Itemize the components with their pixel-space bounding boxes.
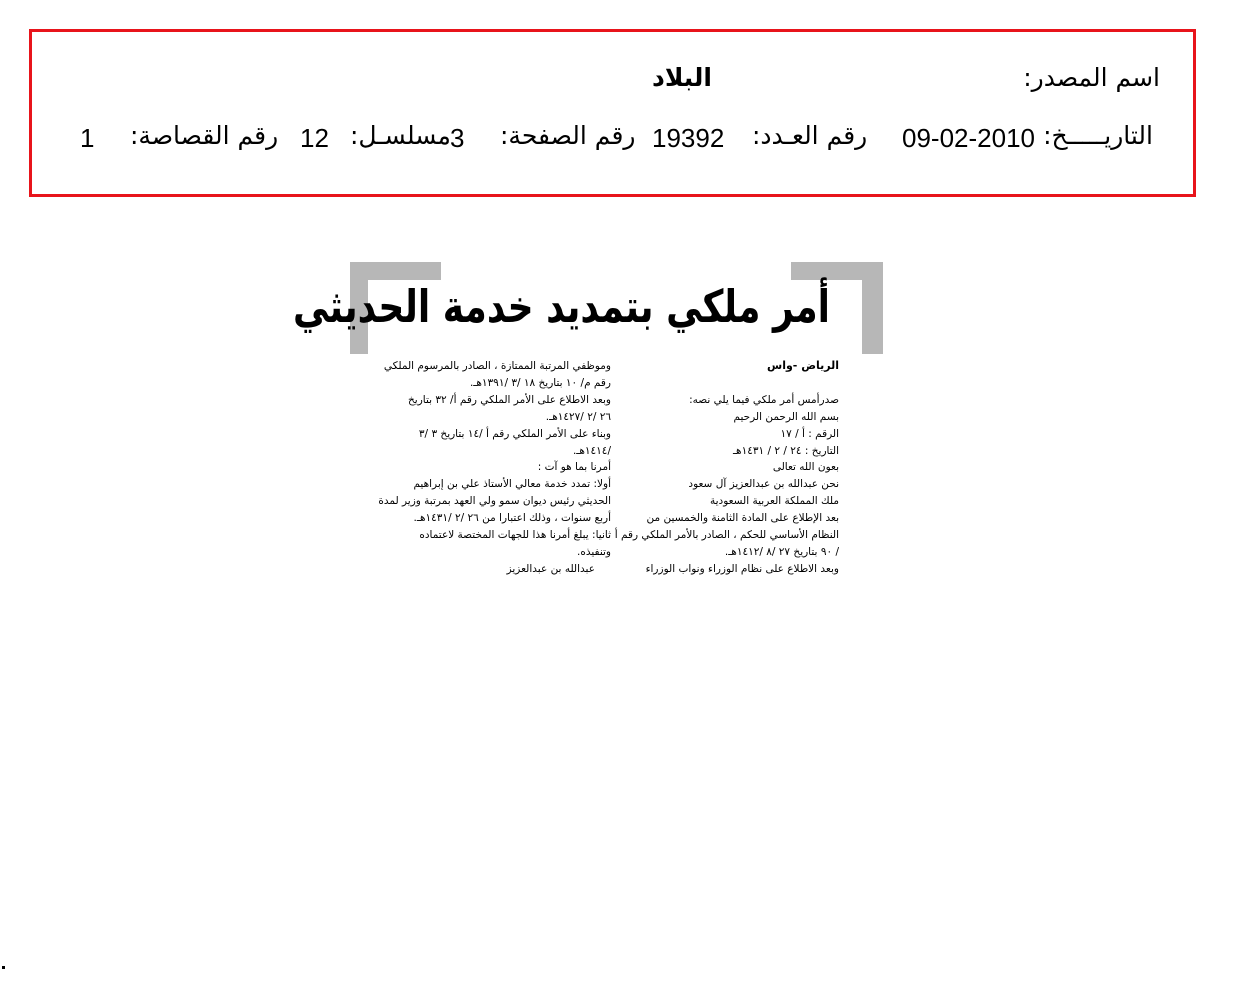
issue-label: رقم العـدد: <box>752 121 868 150</box>
article-right-column <box>615 358 839 578</box>
page-label: رقم الصفحة: <box>500 121 636 150</box>
serial-label: مسلسـل: <box>350 121 451 150</box>
text-line: بعون الله تعالى <box>772 461 839 474</box>
text-line: /١٤١٤هـ. <box>572 444 611 457</box>
clipping-value: 1 <box>80 123 95 153</box>
text-line: بسم الله الرحمن الرحيم <box>733 410 839 423</box>
text-line: وموظفي المرتبة الممتازة ، الصادر بالمرسوم الملكي <box>383 360 611 372</box>
clipping-metadata-box <box>29 29 1196 197</box>
text-line: الحديثي رئيس ديوان سمو ولي العهد بمرتبة وزير لمدة <box>378 495 611 508</box>
text-line: الرقم : أ / ١٧ <box>780 427 839 440</box>
text-line: وبعد الاطلاع على الأمر الملكي رقم أ/ ٣٢ بتاريخ <box>408 393 611 406</box>
frame-right <box>862 262 883 354</box>
article-signature: عبدالله بن عبدالعزيز <box>506 562 595 575</box>
text-line: ٢٦ /٢ /١٤٢٧هـ. <box>545 410 611 423</box>
text-line: رقم م/ ١٠ بتاريخ ١٨ /٣ /١٣٩١هـ. <box>469 376 611 389</box>
edge-mark <box>2 966 5 969</box>
date-label: التاريـــــخ: <box>1043 121 1153 150</box>
article-left-column <box>378 358 611 578</box>
text-line: أولا: تمدد خدمة معالي الأستاذ علي بن إبراهيم <box>413 478 611 491</box>
text-line: صدرأمس أمر ملكي فيما يلي نصه: <box>689 393 839 406</box>
source-value: البلاد <box>652 63 712 92</box>
text-line: ثانيا: يبلغ أمرنا هذا للجهات المختصة لاعتماده <box>419 529 611 542</box>
text-line: بعد الإطلاع على المادة الثامنة والخمسين من <box>646 512 839 525</box>
text-line: أربع سنوات ، وذلك اعتبارا من ٢٦ /٢ /١٤٣١هـ. <box>413 512 611 525</box>
text-line: / ٩٠ بتاريخ ٢٧ /٨ /١٤١٢هـ. <box>724 545 839 558</box>
text-line: النظام الأساسي للحكم ، الصادر بالأمر الملكي رقم أ <box>614 529 839 542</box>
text-line: التاريخ : ٢٤ / ٢ / ١٤٣١هـ <box>732 444 839 457</box>
source-label: اسم المصدر: <box>1023 63 1160 92</box>
page-value: 3 <box>450 123 465 153</box>
article-headline: أمر ملكي بتمديد خدمة الحديثي <box>292 282 830 334</box>
text-line: وبناء على الأمر الملكي رقم أ /١٤ بتاريخ ٣ /٣ <box>418 427 611 440</box>
issue-value: 19392 <box>652 123 725 153</box>
text-line: نحن عبدالله بن عبدالعزيز آل سعود <box>688 478 839 491</box>
clipping-label: رقم القصاصة: <box>130 121 279 150</box>
text-line: ملك المملكة العربية السعودية <box>709 495 839 508</box>
text-line: وبعد الاطلاع على نظام الوزراء ونواب الوزراء <box>645 562 839 575</box>
date-value: 09-02-2010 <box>902 123 1035 153</box>
article-dateline: الرياض -واس <box>767 359 839 372</box>
text-line: أمرنا بما هو آت : <box>537 461 611 474</box>
text-line: وتنفيذه. <box>577 545 611 558</box>
serial-value: 12 <box>300 123 329 153</box>
newspaper-clipping <box>292 262 883 592</box>
